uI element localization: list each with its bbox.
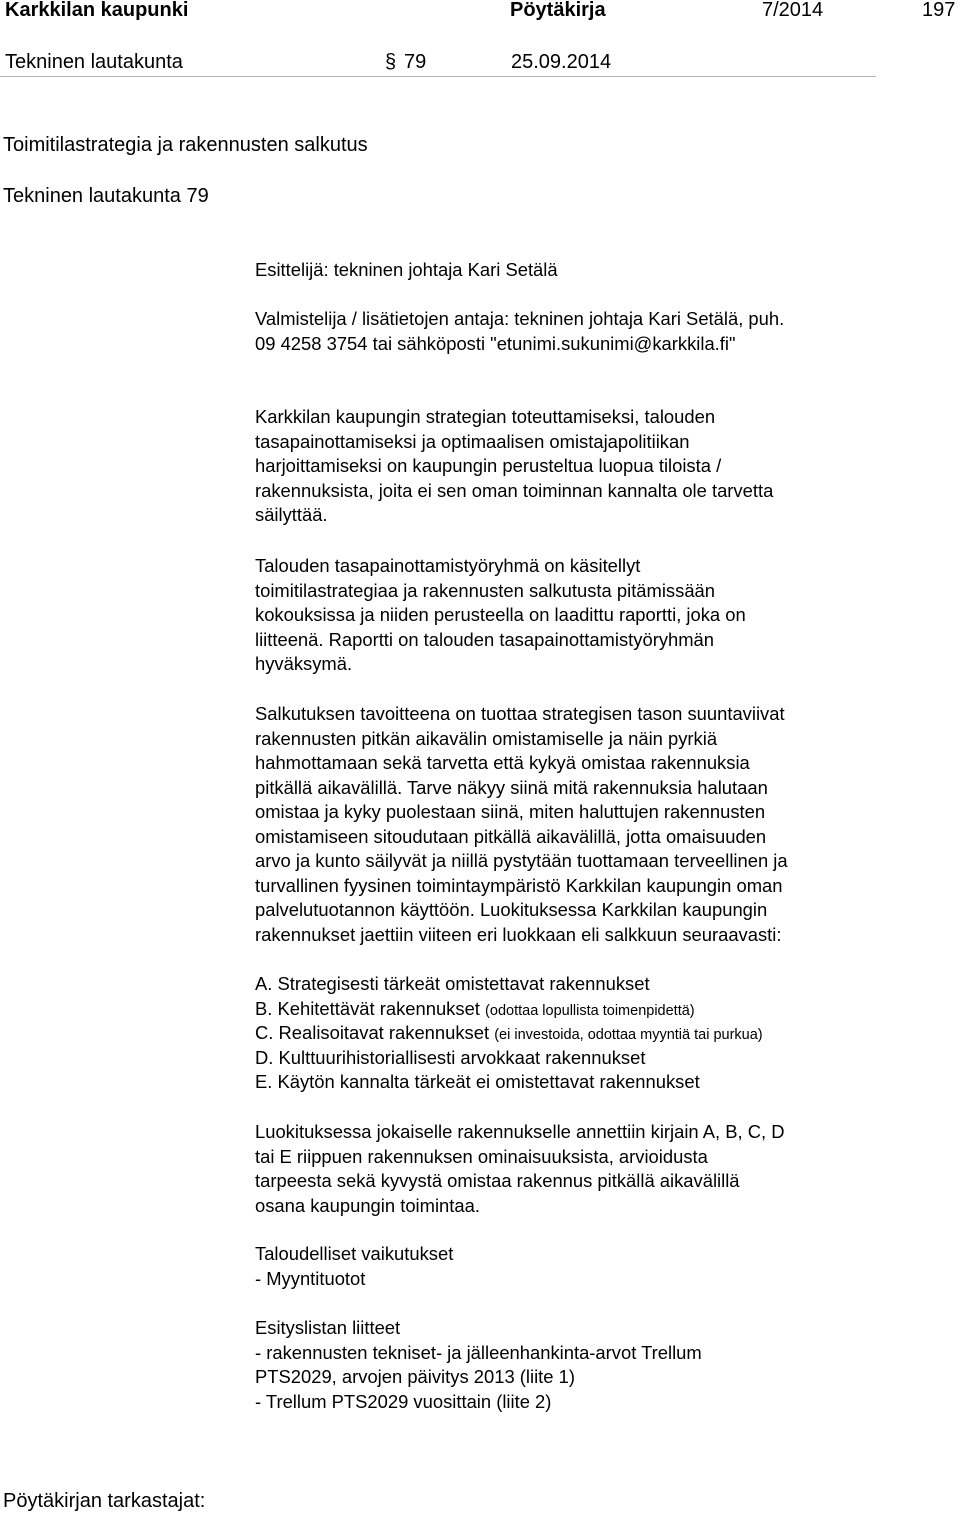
paragraph-line: osana kaupungin toimintaa. (255, 1194, 480, 1216)
paragraph-line: arvo ja kunto säilyvät ja niillä pystytään tuottamaan terveellinen ja (255, 850, 788, 871)
preparer-line-1: Valmistelija / lisätietojen antaja: tekninen johtaja Kari Setälä, puh. (255, 308, 785, 329)
header-divider (0, 76, 876, 77)
meeting-date: 25.09.2014 (511, 51, 612, 73)
page-title: Toimitilastrategia ja rakennusten salkutus (3, 134, 368, 156)
paragraph-line: omistaa ja kyky puolestaan siinä, miten haluttujen rakennusten (255, 801, 766, 822)
city-name: Karkkilan kaupunki (5, 0, 189, 21)
document-type: Pöytäkirja (510, 0, 606, 21)
paragraph-4 (255, 1120, 785, 1218)
page-number: 197 (922, 0, 956, 21)
paragraph-line: rakennukset jaettiin viiteen eri luokkaan eli salkkuun seuraavasti: (255, 923, 782, 945)
issue-number: 7/2014 (762, 0, 824, 21)
paragraph-line: tarpeesta sekä kyvystä omistaa rakennus pitkällä aikavälillä (255, 1170, 740, 1191)
class-note: (ei investoida, odottaa myyntiä tai purkua) (494, 1027, 763, 1043)
presenter-block (255, 258, 558, 283)
list-item (255, 1021, 763, 1046)
list-item (255, 972, 763, 997)
paragraph-1 (255, 405, 773, 528)
paragraph-line: Salkutuksen tavoitteena on tuottaa strategisen tason suuntaviivat (255, 703, 785, 724)
attachments (255, 1316, 702, 1414)
meeting-reference-text: Tekninen lautakunta 79 (3, 185, 209, 207)
meeting-reference (3, 184, 209, 208)
paragraph-line: säilyttää. (255, 504, 328, 525)
list-item (255, 1070, 763, 1095)
paragraph-3 (255, 702, 788, 947)
paragraph-line: harjoittamiseksi on kaupungin perusteltua luopua tiloista / (255, 455, 722, 476)
list-item: PTS2029, arvojen päivitys 2013 (liite 1) (255, 1366, 575, 1387)
list-item: - Trellum PTS2029 vuosittain (liite 2) (255, 1390, 552, 1412)
section-mark-icon: § (385, 51, 397, 73)
paragraph-line: omistamiseen sitoudutaan pitkällä aikavälillä, jotta omaisuuden (255, 825, 767, 847)
paragraph-line: rakennusten pitkän aikavälin omistamiselle ja näin pyrkiä (255, 727, 718, 749)
paragraph-line: Karkkilan kaupungin strategian toteuttamiseksi, talouden (255, 406, 716, 427)
paragraph-line: Talouden tasapainottamistyöryhmä on käsitellyt (255, 555, 641, 576)
paragraph-line: hahmottamaan sekä tarvetta että kykyä omistaa rakennuksia (255, 752, 750, 773)
class-label: A. Strategisesti tärkeät omistettavat rakennukset (255, 973, 650, 994)
section-heading: Taloudelliset vaikutukset (255, 1243, 454, 1264)
paragraph-line: Luokituksessa jokaiselle rakennukselle annettiin kirjain A, B, C, D (255, 1121, 785, 1142)
committee-name: Tekninen lautakunta (5, 51, 183, 73)
classification-list (255, 972, 763, 1095)
paragraph-line: tai E riippuen rakennuksen ominaisuuksista, arvioidusta (255, 1145, 708, 1167)
paragraph-line: toimitilastrategiaa ja rakennusten salkutusta pitämissään (255, 579, 716, 601)
list-item: - Myyntituotot (255, 1267, 366, 1289)
class-label: C. Realisoitavat rakennukset (255, 1022, 490, 1043)
paragraph-line: hyväksymä. (255, 653, 353, 674)
preparer-line-2: 09 4258 3754 tai sähköposti "etunimi.sukunimi@karkkila.fi" (255, 332, 736, 354)
paragraph-line: liitteenä. Raportti on talouden tasapainottamistyöryhmän (255, 628, 715, 650)
section-number: 79 (404, 51, 427, 73)
footer-reviewers: Pöytäkirjan tarkastajat: (3, 1490, 206, 1512)
paragraph-2 (255, 554, 746, 677)
list-item (255, 1046, 763, 1071)
paragraph-line: tasapainottamiseksi ja optimaalisen omistajapolitiikan (255, 430, 690, 452)
class-label: E. Käytön kannalta tärkeät ei omistettavat rakennukset (255, 1071, 700, 1092)
presenter: Esittelijä: tekninen johtaja Kari Setälä (255, 259, 558, 280)
financial-effects (255, 1242, 453, 1291)
class-label: B. Kehitettävät rakennukset (255, 997, 480, 1019)
class-note: (odottaa lopullista toimenpidettä) (485, 1002, 695, 1019)
paragraph-line: kokouksissa ja niiden perusteella on laadittu raportti, joka on (255, 604, 746, 625)
section-heading: Esityslistan liitteet (255, 1317, 401, 1338)
paragraph-line: palvelutuotannon käyttöön. Luokituksessa Karkkilan kaupungin (255, 899, 768, 920)
class-label: D. Kulttuurihistoriallisesti arvokkaat rakennukset (255, 1046, 646, 1068)
paragraph-line: pitkällä aikavälillä. Tarve näkyy siinä mitä rakennuksia halutaan (255, 776, 768, 798)
preparer-block (255, 307, 784, 356)
paragraph-line: turvallinen fyysinen toimintaympäristö Karkkilan kaupungin oman (255, 874, 783, 896)
paragraph-line: rakennuksista, joita ei sen oman toiminnan kannalta ole tarvetta (255, 479, 774, 501)
list-item: - rakennusten tekniset- ja jälleenhankinta-arvot Trellum (255, 1341, 702, 1363)
list-item (255, 997, 763, 1022)
